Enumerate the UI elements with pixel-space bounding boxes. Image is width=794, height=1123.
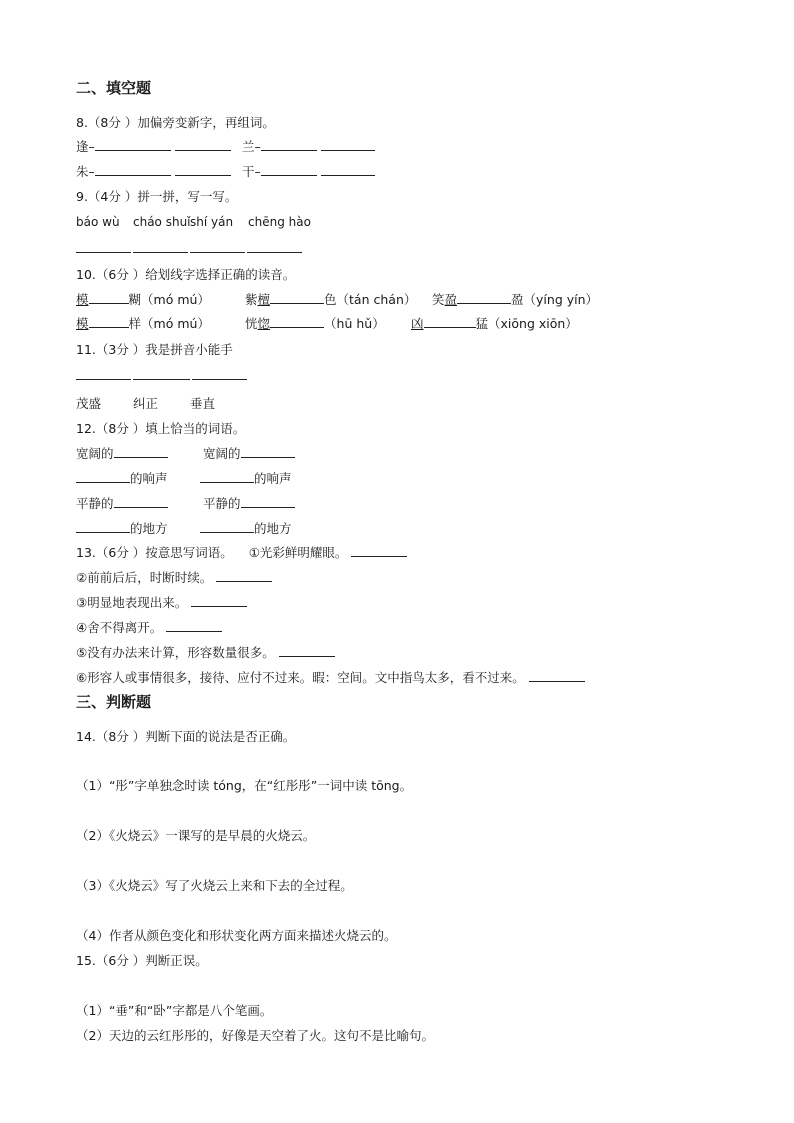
blank[interactable] <box>114 445 168 458</box>
q10-row1-a <box>76 291 210 309</box>
q11-title: 11.（3分 ）我是拼音小能手 <box>76 342 233 357</box>
q15-s2: （2）天边的云红彤彤的，好像是天空着了火。这句不是比喻句。 <box>76 1028 434 1043</box>
q9-pinyin-2: cháo shuǐ <box>133 215 191 229</box>
q14-s1: （1）“彤”字单独念时读 tóng，在“红彤彤”一词中读 tōng。 <box>76 778 413 793</box>
blank[interactable] <box>191 594 247 607</box>
blank[interactable] <box>321 163 375 176</box>
q9-pinyin-4: chēng hào <box>248 215 311 229</box>
q13-item: ④舍不得离开。 <box>76 620 163 635</box>
q8-r2b: 干– <box>242 164 261 179</box>
q10-option: 糊（mó mú） <box>128 292 210 307</box>
q8-r1b: 兰– <box>242 139 261 154</box>
blank[interactable] <box>175 138 231 151</box>
blank[interactable] <box>241 495 295 508</box>
blank[interactable] <box>192 367 247 380</box>
q12-row1-b <box>203 445 295 463</box>
blank[interactable] <box>241 445 295 458</box>
underlined-char: 模 <box>76 316 89 331</box>
q13-row-1 <box>76 544 407 562</box>
blank[interactable] <box>351 544 407 557</box>
q14-s3: （3）《火烧云》写了火烧云上来和下去的全过程。 <box>76 878 353 893</box>
q10-option: （hū hǔ） <box>324 316 385 331</box>
q13-item: ①光彩鲜明耀眼。 <box>248 545 348 560</box>
blank[interactable] <box>76 240 131 253</box>
q10-option: 盈（yíng yín） <box>511 292 599 307</box>
q12-row4-b <box>200 520 292 538</box>
blank[interactable] <box>76 367 131 380</box>
q9-title: 9.（4分 ）拼一拼，写一写。 <box>76 189 238 204</box>
underlined-char: 模 <box>76 292 89 307</box>
q11-blanks <box>76 367 247 385</box>
q12-row3-b <box>203 495 295 513</box>
blank[interactable] <box>76 520 130 533</box>
q12-row2-a <box>76 470 168 488</box>
blank[interactable] <box>200 520 254 533</box>
section-title-fill: 二、填空题 <box>76 79 152 97</box>
q13-item: ②前前后后，时断时续。 <box>76 570 213 585</box>
q10-pre: 恍 <box>245 316 258 331</box>
blank[interactable] <box>133 367 190 380</box>
q12-row2-b <box>200 470 292 488</box>
q10-option: 色（tán chán） <box>324 292 417 307</box>
blank[interactable] <box>261 163 317 176</box>
blank[interactable] <box>279 644 335 657</box>
q15-title: 15.（6分 ）判断正误。 <box>76 953 208 968</box>
q10-row1-c <box>432 291 598 309</box>
q14-s4: （4）作者从颜色变化和形状变化两方面来描述火烧云的。 <box>76 928 397 943</box>
section-title-judge: 三、判断题 <box>76 693 152 711</box>
blank[interactable] <box>247 240 302 253</box>
underlined-char: 檀 <box>257 292 271 307</box>
blank[interactable] <box>261 138 317 151</box>
q8-row1-b <box>242 138 375 156</box>
blank[interactable] <box>424 315 476 328</box>
q13-item: ③明显地表现出来。 <box>76 595 188 610</box>
q10-row2-b <box>245 315 385 333</box>
q8-row1 <box>76 138 231 156</box>
q15-s1: （1）“垂”和“卧”字都是八个笔画。 <box>76 1003 273 1018</box>
q9-blanks <box>76 240 302 258</box>
q10-pre: 紫 <box>245 292 258 307</box>
q8-r2a: 朱– <box>76 164 95 179</box>
blank[interactable] <box>529 669 585 682</box>
q11-word-3: 垂直 <box>190 396 216 411</box>
blank[interactable] <box>270 315 324 328</box>
q13-item: ⑥形容人或事情很多，接待、应付不过来。暇：空间。文中指鸟太多，看不过来。 <box>76 670 525 685</box>
blank[interactable] <box>95 163 171 176</box>
q12-row3-a <box>76 495 168 513</box>
q10-row2-a <box>76 315 210 333</box>
q11-word-2: 纠正 <box>133 396 159 411</box>
q12-label: 的地方 <box>254 521 292 536</box>
q12-label: 的响声 <box>254 471 292 486</box>
blank[interactable] <box>89 291 129 304</box>
q12-label: 宽阔的 <box>76 446 114 461</box>
q11-word-1: 茂盛 <box>76 396 102 411</box>
q12-label: 平静的 <box>76 496 114 511</box>
q14-s2: （2）《火烧云》一课写的是早晨的火烧云。 <box>76 828 316 843</box>
blank[interactable] <box>133 240 188 253</box>
q13-row-5 <box>76 644 335 662</box>
q12-row1-a <box>76 445 168 463</box>
q12-row4-a <box>76 520 168 538</box>
q8-row2 <box>76 163 231 181</box>
q10-pre: 笑 <box>432 292 445 307</box>
blank[interactable] <box>175 163 231 176</box>
q9-pinyin-1: báo wù <box>76 215 120 229</box>
q12-label: 宽阔的 <box>203 446 241 461</box>
blank[interactable] <box>216 569 272 582</box>
q10-option: 猛（xiōng xiōn） <box>475 316 578 331</box>
blank[interactable] <box>200 470 254 483</box>
q13-row-4 <box>76 619 222 637</box>
blank[interactable] <box>76 470 130 483</box>
q12-label: 平静的 <box>203 496 241 511</box>
q8-title: 8.（8分 ）加偏旁变新字，再组词。 <box>76 115 275 130</box>
blank[interactable] <box>89 315 129 328</box>
q10-row2-c <box>411 315 578 333</box>
blank[interactable] <box>270 291 324 304</box>
blank[interactable] <box>114 495 168 508</box>
q13-row-3 <box>76 594 247 612</box>
blank[interactable] <box>95 138 171 151</box>
q8-r1a: 逢– <box>76 139 95 154</box>
q12-title: 12.（8分 ）填上恰当的词语。 <box>76 421 246 436</box>
underlined-char: 盈 <box>444 292 458 307</box>
q13-item: ⑤没有办法来计算，形容数量很多。 <box>76 645 275 660</box>
q13-row-2 <box>76 569 272 587</box>
blank[interactable] <box>457 291 511 304</box>
q10-row1-b <box>245 291 416 309</box>
blank[interactable] <box>166 619 222 632</box>
underlined-char: 凶 <box>411 316 424 331</box>
q9-pinyin-3: shí yán <box>190 215 234 229</box>
q10-title: 10.（6分 ）给划线字选择正确的读音。 <box>76 267 296 282</box>
underlined-char: 惚 <box>257 316 271 331</box>
q10-option: 样（mó mú） <box>128 316 210 331</box>
q13-row-6 <box>76 669 585 687</box>
blank[interactable] <box>321 138 375 151</box>
q13-title: 13.（6分 ）按意思写词语。 <box>76 545 233 560</box>
blank[interactable] <box>190 240 245 253</box>
q12-label: 的响声 <box>130 471 168 486</box>
q12-label: 的地方 <box>130 521 168 536</box>
q8-row2-b <box>242 163 375 181</box>
q14-title: 14.（8分 ）判断下面的说法是否正确。 <box>76 729 296 744</box>
